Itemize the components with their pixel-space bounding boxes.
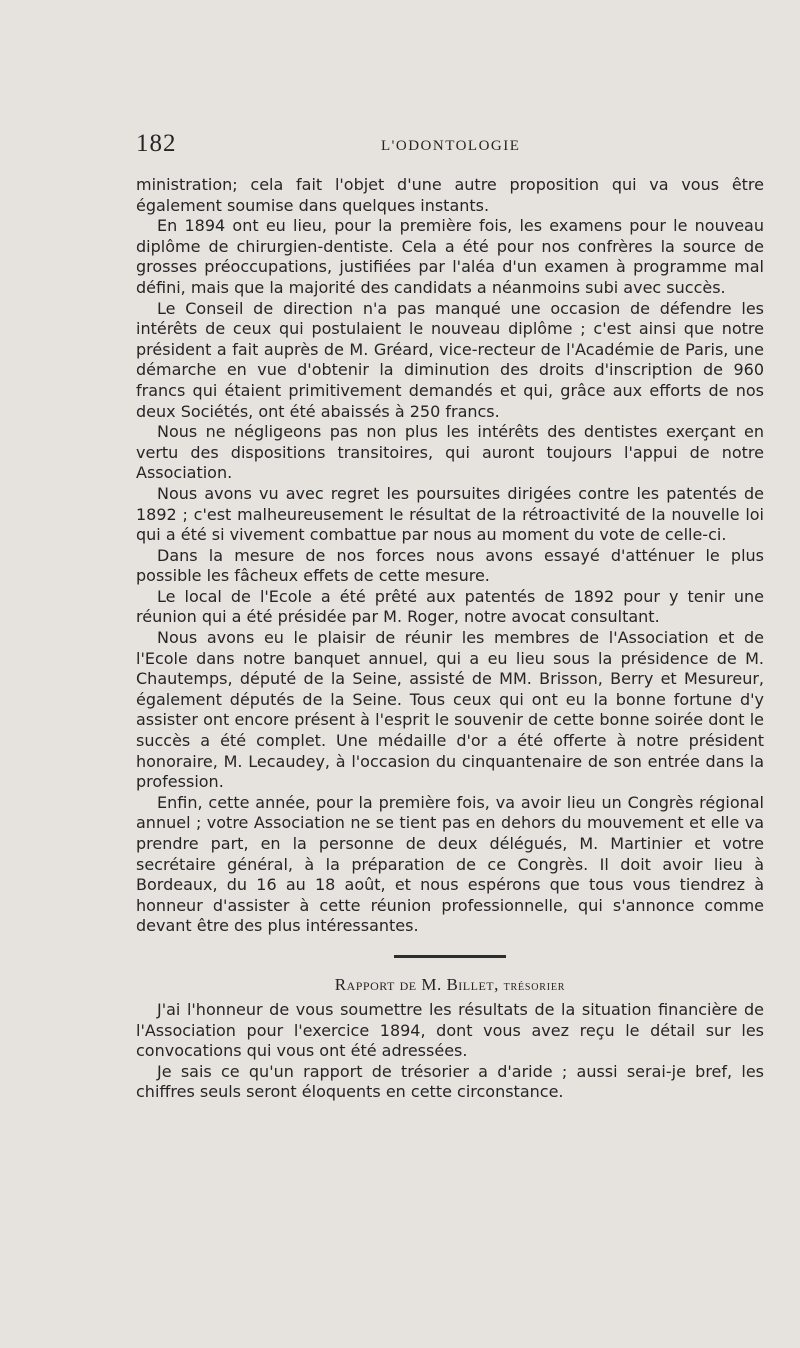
paragraph-dispositions-transitoires: Nous ne négligeons pas non plus les intérêts des dentistes exerçant en vertu des dispositions transitoires, qui auront toujours l'appui de notre Association. [136, 422, 764, 483]
paragraph-local-ecole: Le local de l'Ecole a été prêté aux patentés de 1892 pour y tenir une réunion qui a été présidée par M. Roger, notre avocat consultant. [136, 586, 764, 627]
paragraph-conseil-direction: Le Conseil de direction n'a pas manqué une occasion de défendre les intérêts de ceux qui postulaient le nouveau diplôme ; c'est ainsi que notre président a fait auprès de M. Gréard, vice-recteur de l'Académie de Paris, une démarche en vue d'obtenir la diminution des droits d'inscription de 960 francs qui étaient primitivement demandés et qui, grâce aux efforts de nos deux Sociétés, ont été abaissés à 250 francs. [136, 298, 764, 421]
paragraph-exams-1894: En 1894 ont eu lieu, pour la première fois, les examens pour le nouveau diplôme de chirurgien-dentiste. Cela a été pour nos confrères la source de grosses préoccupations, justifiées par l'aléa d'un examen à programme mal défini, mais que la majorité des candidats a néanmoins subi avec succès. [136, 216, 764, 297]
paragraph-rapport-aride: Je sais ce qu'un rapport de trésorier a d'aride ; aussi serai-je bref, les chiffres seuls seront éloquents en cette circonstance. [136, 1061, 764, 1102]
paragraph-attenuer-effets: Dans la mesure de nos forces nous avons essayé d'atténuer le plus possible les fâcheux effets de cette mesure. [136, 545, 764, 586]
paragraph-poursuites-patentes: Nous avons vu avec regret les poursuites dirigées contre les patentés de 1892 ; c'est malheureusement le résultat de la rétroactivité de la nouvelle loi qui a été si vivement combattue par nous au moment du vote de celle-ci. [136, 483, 764, 545]
running-head [136, 130, 764, 160]
page-number: 182 [136, 130, 177, 157]
body-text [136, 175, 764, 1103]
paragraph-situation-financiere: J'ai l'honneur de vous soumettre les résultats de la situation financière de l'Association pour l'exercice 1894, dont vous avez reçu le détail sur les convocations qui vous ont été adressées. [136, 999, 764, 1061]
section-heading-officer: trésorier [503, 978, 566, 994]
journal-title: L'ODONTOLOGIE [381, 138, 521, 154]
section-heading-title: Rapport de M. Billet, [334, 974, 499, 994]
paragraph-continuation: ministration; cela fait l'objet d'une autre proposition qui va vous être également soumise dans quelques instants. [136, 175, 764, 215]
section-divider [394, 955, 506, 958]
section-heading [136, 975, 764, 995]
paragraph-banquet-annuel: Nous avons eu le plaisir de réunir les membres de l'Association et de l'Ecole dans notre banquet annuel, qui a eu lieu sous la présidence de M. Chautemps, député de la Seine, assisté de MM. Brisson, Berry et Mesureur, également députés de la Seine. Tous ceux qui ont eu la bonne fortune d'y assister ont encore présent à l'esprit le souvenir de cette bonne soirée dont le succès a été complet. Une médaille d'or a été offerte à notre président honoraire, M. Lecaudey, à l'occasion du cinquantenaire de son entrée dans la profession. [136, 628, 764, 792]
paragraph-congres-regional: Enfin, cette année, pour la première fois, va avoir lieu un Congrès régional annuel ; votre Association ne se tient pas en dehors du mouvement et elle va prendre part, en la personne de deux délégués, M. Martinier et votre secrétaire général, à la préparation de ce Congrès. Il doit avoir lieu à Bordeaux, du 16 au 18 août, et nous espérons que tous vous tiendrez à honneur d'assister à cette réunion professionnelle, qui s'annonce comme devant être des plus intéressantes. [136, 792, 764, 936]
